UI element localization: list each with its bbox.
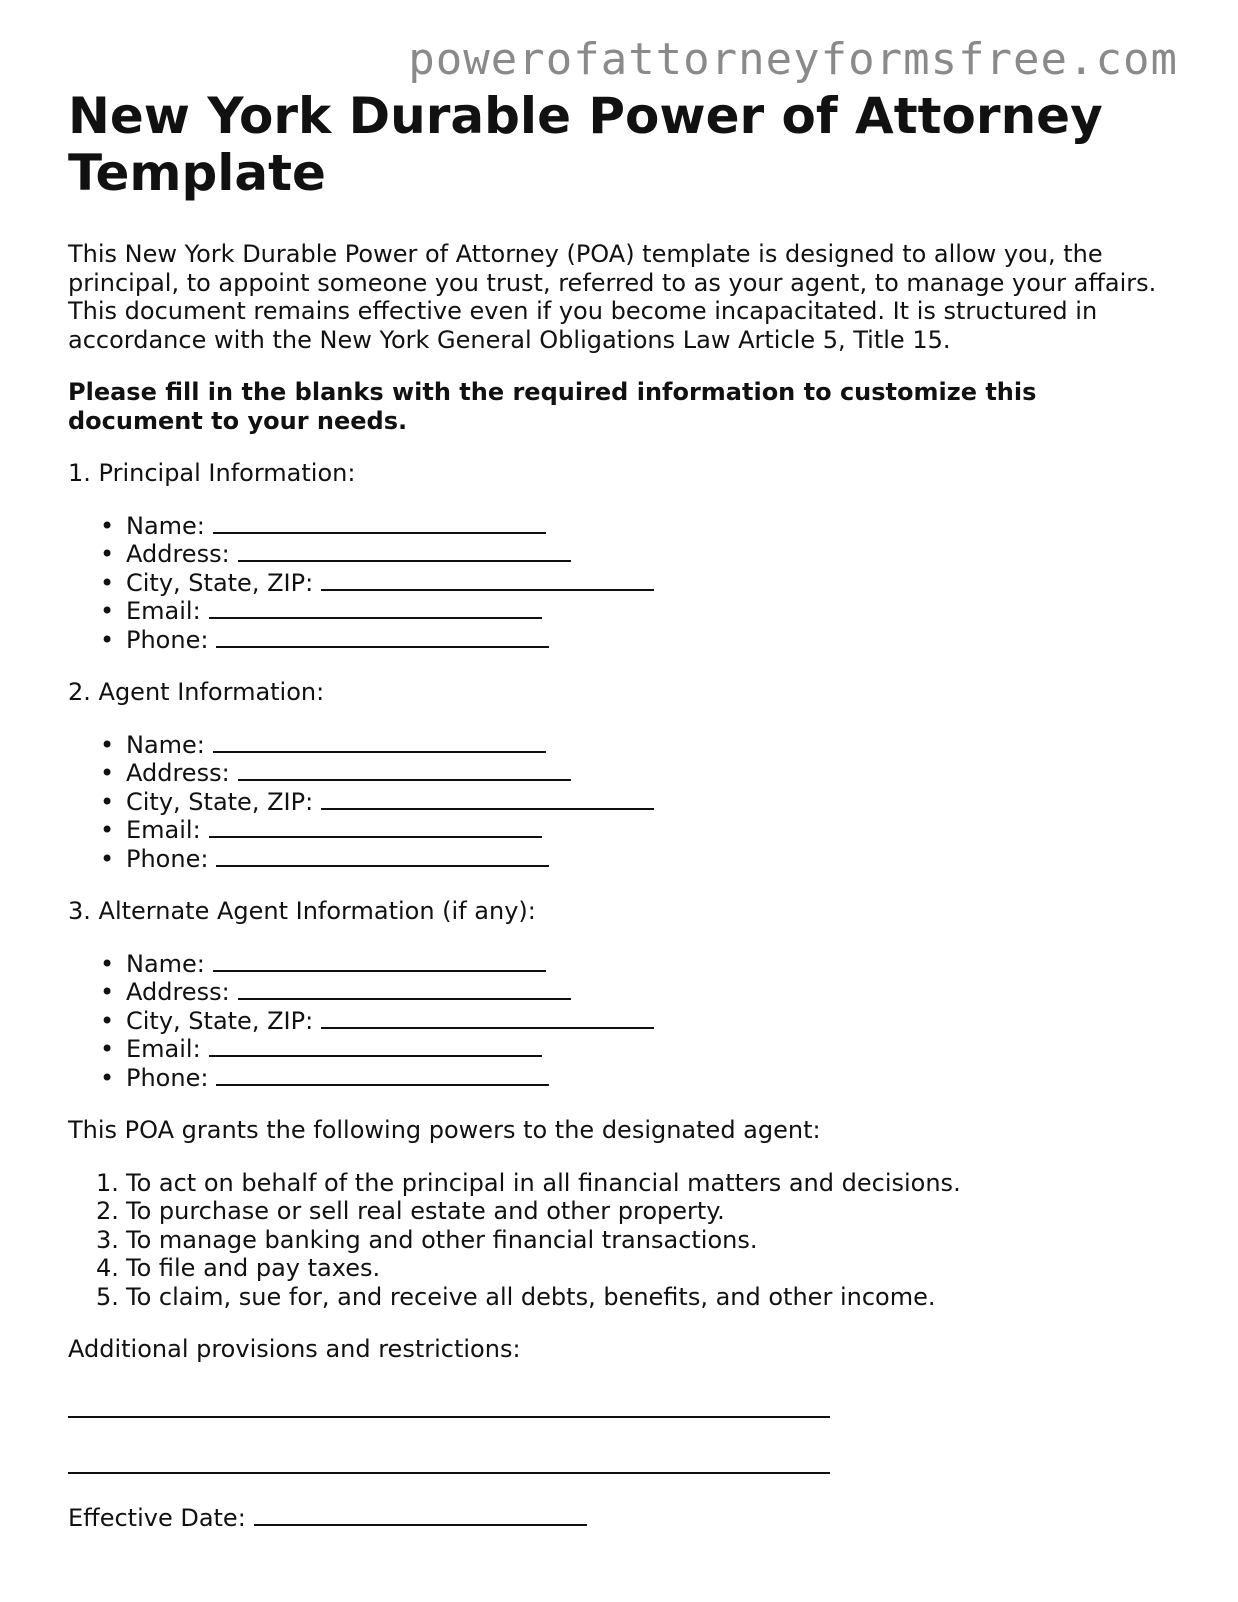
field-label: Name: [126,511,205,540]
document-content [68,88,1178,1532]
field-label: City, State, ZIP: [126,568,314,597]
principal-address-field [126,540,1178,569]
section-agent-title: 2. Agent Information: [68,678,325,706]
principal-phone-field [126,626,1178,655]
alternate-name-blank[interactable] [213,950,546,972]
section-alternate-agent-title: 3. Alternate Agent Information (if any): [68,897,536,925]
powers-list [68,1169,1178,1312]
alternate-address-blank[interactable] [238,978,571,1000]
agent-address-blank[interactable] [238,759,571,781]
principal-email-field [126,597,1178,626]
power-text: To file and pay taxes. [126,1254,381,1282]
agent-city-blank[interactable] [321,788,654,810]
field-label: City, State, ZIP: [126,1006,314,1035]
principal-city-field [126,569,1178,598]
alternate-city-blank[interactable] [321,1007,654,1029]
document-title: New York Durable Power of Attorney Template [68,87,1103,202]
power-item [96,1254,1178,1283]
principal-address-blank[interactable] [238,540,571,562]
agent-name-field [126,731,1178,760]
field-label: Email: [126,816,201,844]
alternate-phone-blank[interactable] [216,1064,549,1086]
field-label: Email: [126,597,201,625]
principal-city-blank[interactable] [321,569,654,591]
field-label: Email: [126,1035,201,1063]
field-label: Address: [126,759,230,787]
additional-provisions-line-2[interactable] [68,1472,830,1474]
alternate-name-field [126,950,1178,979]
alternate-phone-field [126,1064,1178,1093]
agent-address-field [126,759,1178,788]
agent-email-blank[interactable] [209,816,542,838]
power-item [96,1282,1178,1312]
power-item [96,1197,1178,1226]
agent-phone-field [126,845,1178,874]
field-label: Address: [126,978,230,1006]
principal-fields [68,512,1178,655]
additional-provisions-label: Additional provisions and restrictions: [68,1335,521,1363]
agent-phone-blank[interactable] [216,845,549,867]
principal-email-blank[interactable] [209,597,542,619]
agent-email-field [126,816,1178,845]
alternate-city-field [126,1007,1178,1036]
power-item [96,1168,1178,1198]
additional-provisions-line-1[interactable] [68,1416,830,1418]
power-number: 3. [96,1225,119,1254]
agent-city-field [126,788,1178,817]
fill-instruction: Please fill in the blanks with the required information to customize this document to your needs. [68,378,1037,435]
effective-date-label: Effective Date: [68,1503,246,1532]
effective-date-blank[interactable] [254,1504,587,1526]
power-text: To manage banking and other financial transactions. [126,1225,758,1254]
intro-paragraph: This New York Durable Power of Attorney (POA) template is designed to allow you, the principal, to appoint someone you trust, referred to as your agent, to manage your affairs. This document remains effective even if you become incapacitated. It is structured in accordance with the New York General Obligations Law Article 5, Title 15. [68,240,1157,354]
power-text: To claim, sue for, and receive all debts, benefits, and other income. [126,1282,936,1311]
field-label: Name: [126,949,205,978]
power-number: 1. [96,1168,119,1197]
alternate-email-blank[interactable] [209,1035,542,1057]
principal-name-blank[interactable] [213,512,546,534]
powers-intro: This POA grants the following powers to the designated agent: [68,1116,821,1144]
principal-name-field [126,512,1178,541]
field-label: Phone: [126,844,209,873]
power-text: To act on behalf of the principal in all financial matters and decisions. [126,1168,961,1197]
site-watermark: powerofattorneyformsfree.com [408,34,1178,85]
field-label: Address: [126,540,230,568]
power-text: To purchase or sell real estate and other property. [126,1197,725,1225]
field-label: Phone: [126,1063,209,1092]
agent-name-blank[interactable] [213,731,546,753]
effective-date-field [68,1504,1178,1533]
power-item [96,1225,1178,1255]
alternate-agent-fields [68,950,1178,1093]
power-number: 5. [96,1282,119,1311]
field-label: Phone: [126,625,209,654]
alternate-address-field [126,978,1178,1007]
section-principal-title: 1. Principal Information: [68,459,356,487]
power-number: 2. [96,1197,119,1225]
principal-phone-blank[interactable] [216,626,549,648]
power-number: 4. [96,1254,119,1282]
alternate-email-field [126,1035,1178,1064]
field-label: City, State, ZIP: [126,787,314,816]
field-label: Name: [126,730,205,759]
agent-fields [68,731,1178,874]
